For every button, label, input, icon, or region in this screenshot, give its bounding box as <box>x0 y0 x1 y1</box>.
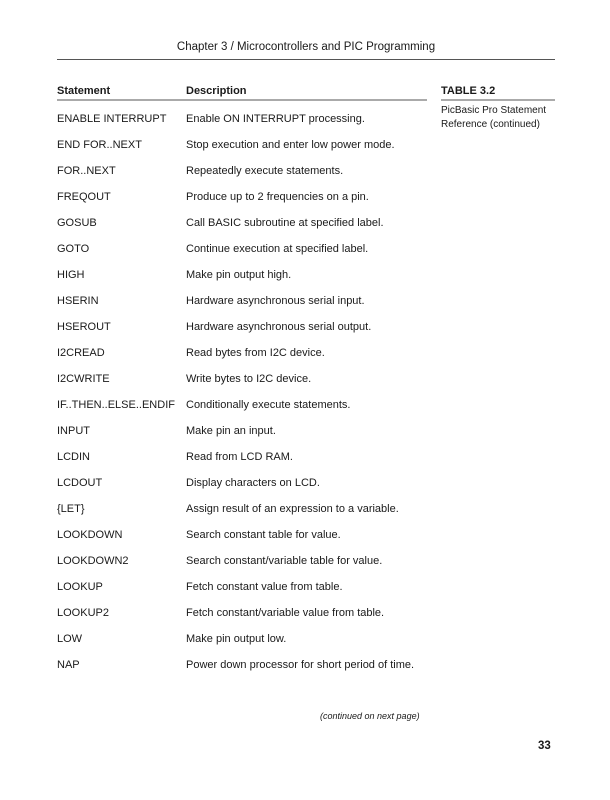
continued-note: (continued on next page) <box>320 711 420 721</box>
statement-description: Write bytes to I2C device. <box>186 373 312 385</box>
statement-name: IF..THEN..ELSE..ENDIF <box>57 399 175 411</box>
statement-name: INPUT <box>57 425 90 437</box>
table-row <box>57 553 437 579</box>
statement-description: Fetch constant/variable value from table. <box>186 607 385 619</box>
statement-name: LOOKDOWN2 <box>57 555 129 567</box>
page-number: 33 <box>538 740 551 752</box>
statement-description: Display characters on LCD. <box>186 477 320 489</box>
column-header-description: Description <box>186 85 247 97</box>
statement-name: LCDIN <box>57 451 91 463</box>
table-row <box>57 527 437 553</box>
statement-description: Read bytes from I2C device. <box>186 347 325 359</box>
table-row <box>57 449 437 475</box>
statement-name: LOOKUP2 <box>57 607 109 619</box>
table-row <box>57 631 437 657</box>
statement-description: Continue execution at specified label. <box>186 243 369 255</box>
statement-description: Enable ON INTERRUPT processing. <box>186 113 365 125</box>
statement-name: ENABLE INTERRUPT <box>57 113 167 125</box>
statement-name: GOTO <box>57 243 90 255</box>
table-row <box>57 579 437 605</box>
table-row <box>57 293 437 319</box>
statement-name: I2CWRITE <box>57 373 110 385</box>
table-row <box>57 163 437 189</box>
statement-name: HIGH <box>57 269 85 281</box>
statement-name: HSEROUT <box>57 321 111 333</box>
statement-table <box>57 111 437 683</box>
statement-description: Call BASIC subroutine at specified label. <box>186 217 384 229</box>
header-rule <box>57 59 555 60</box>
statement-description: Produce up to 2 frequencies on a pin. <box>186 191 369 203</box>
running-head: Chapter 3 / Microcontrollers and PIC Programming <box>176 41 436 53</box>
table-row <box>57 501 437 527</box>
table-row <box>57 215 437 241</box>
column-header-statement: Statement <box>57 85 111 97</box>
statement-name: FOR..NEXT <box>57 165 116 177</box>
table-header-rule <box>57 99 427 101</box>
statement-description: Make pin output high. <box>186 269 292 281</box>
statement-description: Read from LCD RAM. <box>186 451 293 463</box>
statement-name: FREQOUT <box>57 191 111 203</box>
table-row <box>57 657 437 683</box>
statement-description: Search constant/variable table for value. <box>186 555 383 567</box>
statement-name: I2CREAD <box>57 347 105 359</box>
statement-description: Stop execution and enter low power mode. <box>186 139 395 151</box>
table-row <box>57 605 437 631</box>
table-label-rule <box>441 99 555 101</box>
table-row <box>57 137 437 163</box>
table-row <box>57 371 437 397</box>
table-row <box>57 397 437 423</box>
statement-name: END FOR..NEXT <box>57 139 142 151</box>
statement-description: Power down processor for short period of time. <box>186 659 415 671</box>
statement-description: Fetch constant value from table. <box>186 581 343 593</box>
statement-description: Assign result of an expression to a variable. <box>186 503 399 515</box>
table-row <box>57 189 437 215</box>
table-row <box>57 241 437 267</box>
statement-description: Search constant table for value. <box>186 529 341 541</box>
statement-name: LOOKDOWN <box>57 529 123 541</box>
statement-description: Conditionally execute statements. <box>186 399 351 411</box>
statement-description: Hardware asynchronous serial input. <box>186 295 365 307</box>
table-row <box>57 319 437 345</box>
statement-name: {LET} <box>57 503 85 515</box>
statement-name: NAP <box>57 659 80 671</box>
statement-name: LOW <box>57 633 83 645</box>
table-row <box>57 267 437 293</box>
table-row <box>57 345 437 371</box>
table-row <box>57 423 437 449</box>
table-caption: PicBasic Pro Statement Reference (continued) <box>441 105 547 130</box>
statement-name: HSERIN <box>57 295 99 307</box>
statement-description: Make pin output low. <box>186 633 287 645</box>
table-row <box>57 111 437 137</box>
table-label: TABLE 3.2 <box>441 85 496 97</box>
table-row <box>57 475 437 501</box>
statement-name: LOOKUP <box>57 581 103 593</box>
statement-description: Hardware asynchronous serial output. <box>186 321 372 333</box>
statement-name: GOSUB <box>57 217 97 229</box>
statement-description: Repeatedly execute statements. <box>186 165 344 177</box>
statement-name: LCDOUT <box>57 477 103 489</box>
statement-description: Make pin an input. <box>186 425 276 437</box>
